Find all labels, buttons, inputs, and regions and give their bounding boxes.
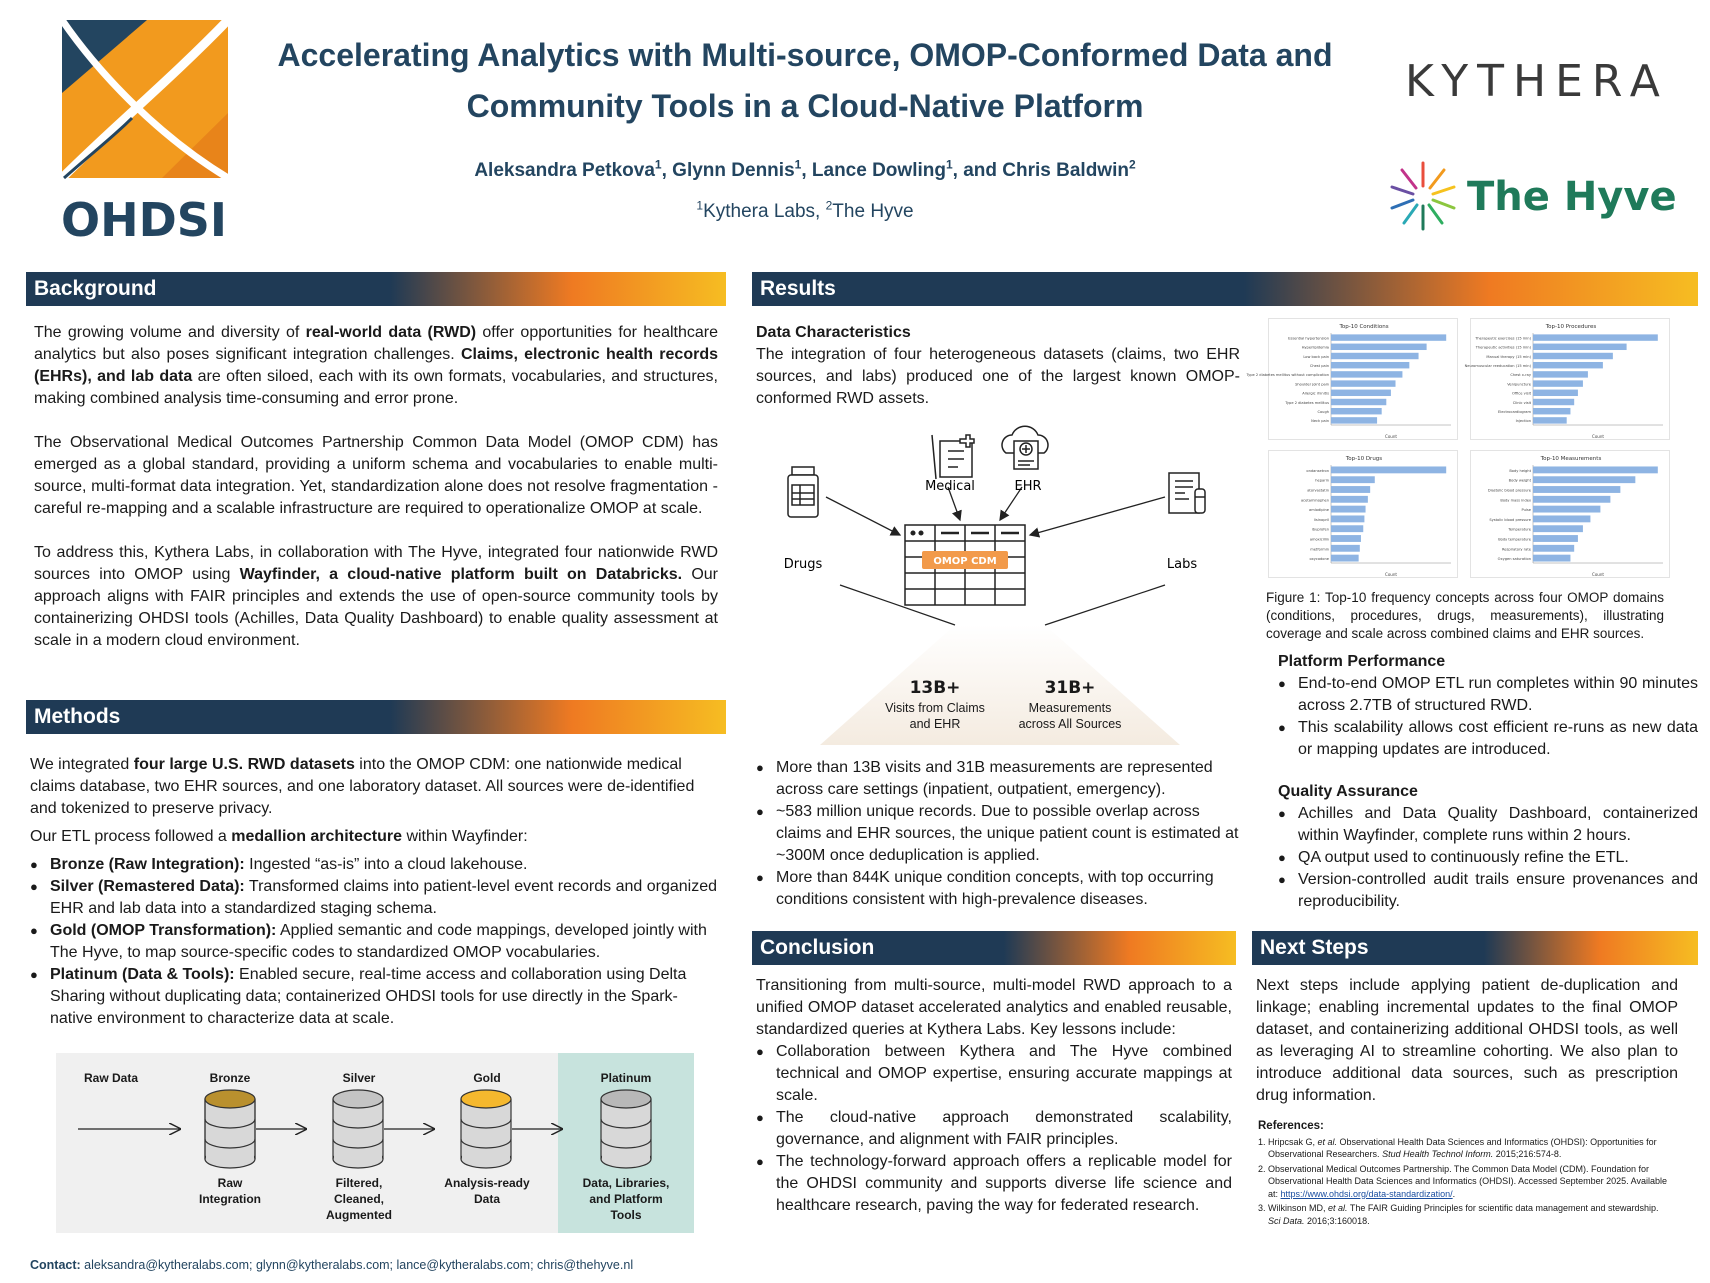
medallion-list bbox=[30, 854, 720, 1030]
list-item: ● Silver (Remastered Data): Transformed claims into patient-level event records and organized EHR and lab data into a standardized staging schema. bbox=[30, 876, 720, 920]
chart-tick-label: Hyperlipidemia bbox=[1301, 345, 1329, 350]
drugs-icon bbox=[788, 467, 818, 517]
platform-performance bbox=[1278, 651, 1698, 761]
list-item: ● More than 13B visits and 31B measurements are represented across care settings (inpatient, outpatient, emergency). bbox=[756, 757, 1246, 801]
chart-tick-label: ibuprofen bbox=[1311, 527, 1329, 532]
chart-bar bbox=[1331, 476, 1375, 483]
chart-tick-label: amlodipine bbox=[1309, 508, 1329, 513]
arrow-icon bbox=[826, 497, 900, 535]
methods-paragraph: We integrated four large U.S. RWD datasets into the OMOP CDM: one nationwide medical claims database, two EHR sources, and one laboratory dataset. All sources were de-identified and tokenized to preserve privacy. bbox=[30, 756, 695, 817]
chart-tick-label: Manual therapy (15 min) bbox=[1486, 354, 1531, 359]
methods-heading: Methods bbox=[26, 700, 726, 734]
chart-title: Top-10 Conditions bbox=[1339, 324, 1389, 330]
title-line-1: Accelerating Analytics with Multi-source, OMOP-Conformed Data and bbox=[277, 37, 1333, 73]
chart-bar bbox=[1533, 390, 1578, 396]
chart-tick-label: Body weight bbox=[1508, 478, 1531, 483]
affiliations: $^1$Kythera Labs, $^2$The Hyve bbox=[696, 198, 914, 222]
top10-conditions-chart bbox=[1246, 318, 1458, 440]
chart-bar bbox=[1331, 545, 1360, 552]
author-name: Glynn Dennis bbox=[672, 160, 795, 181]
author-affil-sup: 1 bbox=[654, 157, 662, 172]
next-steps-heading: Next Steps bbox=[1252, 931, 1698, 965]
list-item: ● QA output used to continuously refine the ETL. bbox=[1278, 847, 1698, 869]
author-name: Aleksandra Petkova bbox=[474, 160, 655, 181]
chart-tick-label: Chest x-ray bbox=[1510, 373, 1531, 378]
author-affil-sup: 2 bbox=[1128, 157, 1136, 172]
chart-bar bbox=[1533, 545, 1574, 552]
chart-tick-label: Body height bbox=[1509, 468, 1531, 473]
list-item: ● Bronze (Raw Integration): Ingested “as-is” into a cloud lakehouse. bbox=[30, 854, 720, 876]
list-item: ● The technology-forward approach offers a replicable model for the OHDSI community and supports diverse life science and healthcare research, paving the way for federated research. bbox=[756, 1151, 1232, 1217]
chart-tick-label: Pulse bbox=[1521, 508, 1531, 513]
chart-bar bbox=[1533, 380, 1583, 386]
methods-paragraph: Our ETL process followed a medallion architecture within Wayfinder: bbox=[30, 828, 528, 845]
svg-text:The Hyve: The Hyve bbox=[1467, 174, 1677, 220]
chart-xlabel: Count bbox=[1385, 434, 1397, 439]
chart-bar bbox=[1331, 525, 1363, 532]
ehr-cloud-icon bbox=[1002, 426, 1048, 469]
references bbox=[1252, 1120, 1672, 1229]
reference-link[interactable]: https://www.ohdsi.org/data-standardization/ bbox=[1280, 1188, 1453, 1199]
chart-xlabel: Count bbox=[1592, 434, 1604, 439]
stage-caption: Data, Libraries, and Platform Tools bbox=[582, 1176, 670, 1222]
omop-sources-diagram bbox=[760, 415, 1240, 745]
next-steps-text: Next steps include applying patient de-duplication and linkage; enabling incremental updates to the final OMOP dataset, and containerizing additional OHDSI tools, as well as leveraging AI to streamline cohorting. We also plan to introduce additional data sources, such as prescription drug information. bbox=[1256, 977, 1678, 1104]
list-item: ● ~583 million unique records. Due to possible overlap across claims and EHR sources, the unique patient count is estimated at ~300M once deduplication is applied. bbox=[756, 801, 1246, 867]
results-heading: Results bbox=[752, 272, 1698, 306]
chart-tick-label: Electrocardiogram bbox=[1498, 410, 1531, 415]
chart-bar bbox=[1533, 417, 1567, 423]
chart-bar bbox=[1533, 486, 1620, 493]
chart-bar bbox=[1331, 334, 1446, 340]
ohdsi-logo bbox=[52, 18, 236, 246]
database-icon bbox=[205, 1090, 255, 1168]
chart-tick-label: Office visit bbox=[1511, 391, 1531, 396]
chart-tick-label: atorvastatin bbox=[1307, 488, 1329, 493]
chart-bar bbox=[1331, 486, 1370, 493]
chart-tick-label: Systolic blood pressure bbox=[1489, 517, 1531, 522]
stage-label-raw: Raw Data bbox=[83, 1071, 139, 1085]
chart-bar bbox=[1331, 390, 1391, 396]
list-item: ● This scalability allows cost efficient re-runs as new data or mapping updates are introduced. bbox=[1278, 717, 1698, 761]
chart-tick-label: Type 2 diabetes mellitus bbox=[1285, 400, 1329, 405]
list-item: ● Collaboration between Kythera and The Hyve combined technical and OMOP expertise, ensuring accurate mappings at scale. bbox=[756, 1041, 1232, 1107]
chart-bar bbox=[1331, 371, 1402, 377]
chart-bar bbox=[1331, 344, 1427, 350]
stat-visits-value: 13B+ bbox=[909, 678, 961, 698]
background-heading: Background bbox=[26, 272, 726, 306]
chart-tick-label: Shoulder joint pain bbox=[1295, 382, 1329, 387]
svg-text:OHDSI: OHDSI bbox=[60, 193, 228, 247]
arrow-icon bbox=[1030, 497, 1165, 535]
author-list: Aleksandra Petkova$^1$, Glynn Dennis$^1$, Lance Dowling$^1$, and Chris Baldwin$^2$ bbox=[474, 157, 1136, 181]
references-heading: References: bbox=[1258, 1120, 1324, 1132]
chart-bar bbox=[1533, 408, 1570, 414]
chart-tick-label: Neck pain bbox=[1311, 419, 1329, 424]
top10-procedures-chart bbox=[1464, 318, 1670, 440]
chart-tick-label: Body mass index bbox=[1500, 498, 1531, 503]
chart-tick-label: Temperature bbox=[1508, 527, 1531, 532]
chart-tick-label: acetaminophen bbox=[1300, 498, 1329, 503]
stage-caption: Filtered, Cleaned, Augmented bbox=[326, 1176, 392, 1222]
poster-title bbox=[270, 30, 1340, 132]
list-item: ● Version-controlled audit trails ensure provenances and reproducibility. bbox=[1278, 869, 1698, 913]
quality-assurance bbox=[1278, 781, 1698, 913]
subheading: Data Characteristics bbox=[756, 324, 911, 341]
chart-bar bbox=[1331, 555, 1359, 562]
chart-tick-label: Cough bbox=[1317, 410, 1329, 415]
results-bullets bbox=[756, 757, 1246, 911]
author-name: Lance Dowling bbox=[811, 160, 946, 181]
source-label-labs: Labs bbox=[1166, 557, 1198, 572]
list-item: ● Achilles and Data Quality Dashboard, containerized within Wayfinder, complete runs within 2 hours. bbox=[1278, 803, 1698, 847]
background-paragraph: To address this, Kythera Labs, in collaboration with The Hyve, integrated four nationwide RWD sources into OMOP using Wayfinder, a cloud-native platform built on Databricks. Our approach aligns with FAIR principles and extends the use of open-source community tools by containerizing OHDSI tools (Achilles, Data Quality Dashboard) to enable quality assessment at scale in a modern cloud environment. bbox=[34, 544, 718, 649]
chart-bar bbox=[1331, 466, 1446, 473]
the-hyve-logo bbox=[1387, 160, 1677, 232]
chart-tick-label: lisinopril bbox=[1313, 517, 1329, 522]
source-label-ehr: EHR bbox=[1014, 479, 1042, 494]
chart-bar bbox=[1331, 408, 1382, 414]
svg-text:OMOP CDM: OMOP CDM bbox=[933, 556, 997, 567]
chart-bar bbox=[1331, 380, 1396, 386]
source-label-drugs: Drugs bbox=[783, 557, 823, 572]
top10-measurements-chart bbox=[1470, 450, 1670, 578]
chart-bar bbox=[1533, 506, 1600, 513]
top10-drugs-chart bbox=[1268, 450, 1458, 578]
subheading: Quality Assurance bbox=[1278, 783, 1418, 800]
chart-tick-label: Therapeutic exercises (15 min) bbox=[1475, 336, 1531, 341]
chart-tick-label: amoxicillin bbox=[1309, 537, 1329, 542]
chart-title: Top-10 Procedures bbox=[1545, 324, 1597, 330]
stage-label-platinum: Platinum bbox=[600, 1071, 652, 1085]
reference-item: 2. Observational Medical Outcomes Partnership. The Common Data Model (CDM). Foundation for Observational Health Data Sciences and Informatics (OHDSI). Accessed September 2025. Available at: https://www.ohdsi.org/data-standardization/. bbox=[1268, 1163, 1672, 1201]
medallion-pipeline-diagram bbox=[56, 1053, 694, 1233]
data-characteristics-text: The integration of four heterogeneous datasets (claims, two EHR sources, and labs) produced one of the largest known OMOP-conformed RWD assets. bbox=[756, 346, 1240, 407]
stage-caption: Raw Integration bbox=[199, 1176, 261, 1206]
chart-tick-label: Type 2 diabetes mellitus without complication bbox=[1246, 373, 1329, 378]
chart-bar bbox=[1533, 535, 1578, 542]
author-affil-sup: 1 bbox=[794, 157, 802, 172]
list-item: ● More than 844K unique condition concepts, with top occurring conditions consistent with high-prevalence diseases. bbox=[756, 867, 1246, 911]
chart-bar bbox=[1331, 506, 1366, 513]
chart-tick-label: Oxygen saturation bbox=[1497, 557, 1531, 562]
conclusion-intro: Transitioning from multi-source, multi-model RWD approach to a unified OMOP dataset accelerated analytics and enabled reusable, standardized queries at Kythera Labs. Key lessons include: bbox=[756, 977, 1232, 1038]
chart-bar bbox=[1533, 399, 1574, 405]
database-icon bbox=[333, 1090, 383, 1168]
medical-record-icon bbox=[932, 435, 974, 479]
chart-tick-label: Respiratory rate bbox=[1501, 547, 1531, 552]
stage-label-bronze: Bronze bbox=[209, 1071, 251, 1085]
stat-visits-label: Visits from Claims and EHR bbox=[885, 701, 985, 731]
chart-title: Top-10 Measurements bbox=[1540, 456, 1602, 462]
chart-tick-label: Diastolic blood pressure bbox=[1487, 488, 1531, 493]
chart-tick-label: ondansetron bbox=[1306, 468, 1329, 473]
stage-label-gold: Gold bbox=[473, 1071, 501, 1085]
chart-tick-label: oxycodone bbox=[1309, 557, 1329, 562]
stage-label-silver: Silver bbox=[342, 1071, 376, 1085]
author-affil-sup: 1 bbox=[945, 157, 953, 172]
chart-bar bbox=[1533, 362, 1603, 368]
chart-tick-label: Essential hypertension bbox=[1288, 336, 1329, 341]
list-item: ● End-to-end OMOP ETL run completes within 90 minutes across 2.7TB of structured RWD. bbox=[1278, 673, 1698, 717]
data-characteristics bbox=[756, 322, 1240, 410]
background-paragraph: The Observational Medical Outcomes Partnership Common Data Model (OMOP CDM) has emerged as a global standard, providing a uniform schema and vocabularies to enable multi-source, multi-format data integration. Yet, standardization alone does not resolve fragmentation - careful re-mapping and a scalable infrastructure are required to operationalize OMOP at scale. bbox=[34, 434, 718, 517]
chart-bar bbox=[1331, 362, 1409, 368]
labs-icon bbox=[1169, 473, 1205, 513]
contact-emails[interactable]: aleksandra@kytheralabs.com; glynn@kytheralabs.com; lance@kytheralabs.com; chris@thehyve.nl bbox=[80, 1258, 634, 1272]
methods-text bbox=[30, 754, 720, 1030]
chart-tick-label: Chest pain bbox=[1309, 364, 1329, 369]
chart-bar bbox=[1331, 353, 1419, 359]
kythera-logo bbox=[1405, 56, 1669, 107]
source-label-medical: Medical bbox=[925, 479, 975, 494]
background-text bbox=[34, 322, 718, 674]
chart-bar bbox=[1533, 555, 1570, 562]
chart-bar bbox=[1533, 466, 1658, 473]
chart-tick-label: Neuromuscular reeducation (15 min) bbox=[1464, 364, 1531, 369]
chart-tick-label: metformin bbox=[1310, 547, 1329, 552]
conclusion-text bbox=[756, 975, 1232, 1217]
list-item: ● The cloud-native approach demonstrated scalability, governance, and alignment with FAIR principles. bbox=[756, 1107, 1232, 1151]
chart-xlabel: Count bbox=[1592, 572, 1604, 577]
chart-bar bbox=[1331, 399, 1386, 405]
reference-item: 1. Hripcsak G, et al. Observational Health Data Sciences and Informatics (OHDSI): Opportunities for Observational Researchers. Stud Health Technol Inform. 2015;216:574-8. bbox=[1268, 1136, 1672, 1161]
background-paragraph: The growing volume and diversity of real-world data (RWD) offer opportunities for healthcare analytics but also poses significant integration challenges. Claims, electronic health records (EHRs), and lab data are often siloed, each with its own formats, vocabularies, and structures, making combined analysis time-consuming and error prone. bbox=[34, 324, 718, 407]
list-item: ● Gold (OMOP Transformation): Applied semantic and code mappings, developed jointly with The Hyve, to map source-specific codes to standardized OMOP vocabularies. bbox=[30, 920, 720, 964]
database-icon bbox=[461, 1090, 511, 1168]
conclusion-heading: Conclusion bbox=[752, 931, 1236, 965]
database-icon bbox=[601, 1090, 651, 1168]
chart-bar bbox=[1533, 476, 1635, 483]
chart-bar bbox=[1533, 353, 1613, 359]
chart-title: Top-10 Drugs bbox=[1345, 456, 1383, 462]
chart-bar bbox=[1533, 334, 1658, 340]
chart-tick-label: Low back pain bbox=[1303, 354, 1329, 359]
list-item: ● Platinum (Data & Tools): Enabled secure, real-time access and collaboration using Delta Sharing without duplicating data; containerized OHDSI tools for use directly in the Spark-native environment to characterize data at scale. bbox=[30, 964, 720, 1030]
chart-bar bbox=[1533, 515, 1590, 522]
chart-tick-label: Injection bbox=[1515, 419, 1531, 424]
chart-xlabel: Count bbox=[1385, 572, 1397, 577]
chart-bar bbox=[1331, 535, 1361, 542]
chart-bar bbox=[1533, 496, 1610, 503]
chart-tick-label: heparin bbox=[1315, 478, 1329, 483]
chart-tick-label: Allergic rhinitis bbox=[1302, 391, 1329, 396]
stage-caption: Analysis-ready Data bbox=[444, 1176, 530, 1206]
title-line-2: Community Tools in a Cloud-Native Platform bbox=[466, 88, 1144, 124]
reference-item: 3. Wilkinson MD, et al. The FAIR Guiding Principles for scientific data management and stewardship. Sci Data. 2016;3:160018. bbox=[1268, 1202, 1672, 1227]
chart-tick-label: Therapeutic activities (15 min) bbox=[1475, 345, 1531, 350]
chart-bar bbox=[1331, 417, 1377, 423]
subheading: Platform Performance bbox=[1278, 653, 1446, 670]
figure-caption: Figure 1: Top-10 frequency concepts across four OMOP domains (conditions, procedures, drugs, measurements), illustrating coverage and scale across combined claims and EHR sources. bbox=[1266, 590, 1664, 641]
chart-bar bbox=[1331, 515, 1364, 522]
stat-measurements-label: Measurements across All Sources bbox=[1018, 701, 1122, 731]
chart-tick-label: Clinic visit bbox=[1512, 400, 1531, 405]
chart-tick-label: Venipuncture bbox=[1507, 382, 1531, 387]
chart-bar bbox=[1533, 371, 1588, 377]
chart-bar bbox=[1533, 344, 1627, 350]
contact-label: Contact: bbox=[30, 1258, 81, 1272]
stat-measurements-value: 31B+ bbox=[1044, 678, 1096, 698]
author-name: Chris Baldwin bbox=[1002, 160, 1129, 181]
contact-line bbox=[30, 1258, 633, 1272]
chart-tick-label: Body temperature bbox=[1498, 537, 1531, 542]
chart-bar bbox=[1331, 496, 1368, 503]
chart-bar bbox=[1533, 525, 1583, 532]
svg-text:KYTHERA: KYTHERA bbox=[1405, 56, 1669, 107]
